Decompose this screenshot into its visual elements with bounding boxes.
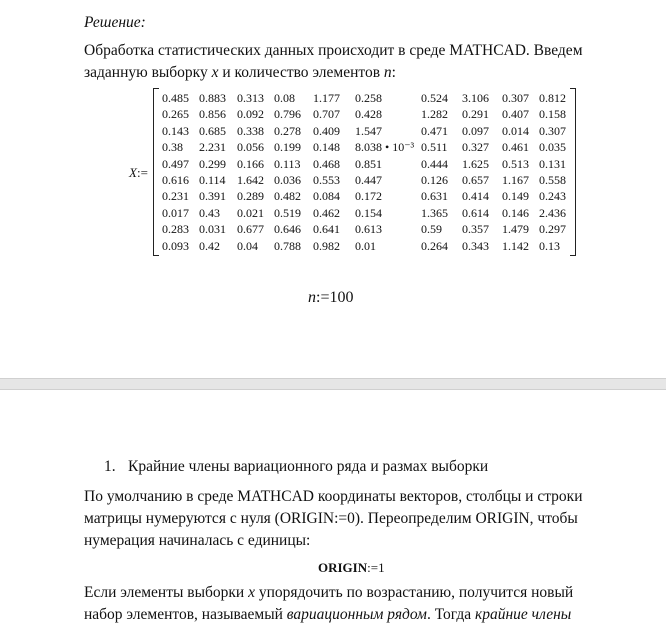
matrix-cell: 0.461 — [502, 140, 529, 155]
matrix-cell: 0.59 — [421, 222, 442, 237]
matrix-cell: 0.264 — [421, 238, 448, 253]
matrix-cell: 0.357 — [462, 222, 489, 237]
matrix-cell: 0.092 — [237, 107, 264, 122]
matrix-cell: 0.036 — [274, 173, 301, 187]
matrix-cell: 0.343 — [462, 238, 489, 253]
origin-paragraph: По умолчанию в среде MATHCAD координаты векторов, столбцы и строки матрицы нумеруются с нуля (ORIGIN:=0). Переопределим ORIGIN, чтобы нумерация начиналась с единицы: — [84, 488, 583, 549]
matrix-cell: 0.519 — [274, 205, 301, 220]
matrix-cell: 2.231 — [199, 140, 226, 155]
matrix-cell: 0.338 — [237, 123, 264, 138]
matrix-cell: 0.407 — [502, 107, 529, 122]
matrix-cell: 0.657 — [462, 173, 489, 187]
section-1-heading: 1. Крайние члены вариационного ряда и размах выборки — [104, 458, 489, 475]
matrix-cell: 0.017 — [162, 205, 189, 220]
matrix-cell: 0.812 — [539, 91, 566, 105]
matrix-cell: 0.131 — [539, 156, 566, 171]
matrix-cell: 0.38 — [162, 140, 183, 155]
matrix-cell: 0.307 — [502, 91, 529, 105]
matrix-cell: 0.558 — [539, 173, 566, 187]
matrix-cell: 0.42 — [199, 238, 220, 253]
matrix-cell: 0.199 — [274, 140, 301, 155]
matrix-cell: 0.471 — [421, 123, 448, 138]
matrix-cell: 1.282 — [421, 107, 448, 122]
matrix-cell: 0.685 — [199, 123, 226, 138]
matrix-left-bracket — [153, 88, 159, 256]
matrix-cell: 0.265 — [162, 107, 189, 122]
matrix-cell: 0.035 — [539, 140, 566, 155]
matrix-cell: 0.327 — [462, 140, 489, 155]
intro-line-2: заданную выборку x и количество элементов n: — [84, 64, 396, 81]
matrix-cell: 0.497 — [162, 156, 189, 171]
matrix-cell: 0.299 — [199, 156, 226, 171]
matrix-cell: 0.014 — [502, 123, 529, 138]
matrix-cell: 1.177 — [313, 91, 340, 105]
matrix-cell: 0.313 — [237, 91, 264, 105]
matrix-cell: 1.625 — [462, 156, 489, 171]
matrix-cell: 0.485 — [162, 91, 189, 105]
matrix-cell: 0.297 — [539, 222, 566, 237]
matrix-cell: 0.511 — [421, 140, 448, 155]
matrix-cell: 0.553 — [313, 173, 340, 187]
matrix-cell: 0.114 — [199, 173, 226, 187]
matrix-cell: 0.056 — [237, 140, 264, 155]
intro-line-1: Обработка статистических данных происходит в среде MATHCAD. Введем — [84, 42, 583, 59]
matrix-cell: 0.154 — [355, 205, 382, 220]
matrix-cell: 0.856 — [199, 107, 226, 122]
matrix-cell: 0.021 — [237, 205, 264, 220]
matrix-cell: 0.788 — [274, 238, 301, 253]
matrix-cell: 0.283 — [162, 222, 189, 237]
matrix-cell: 0.289 — [237, 189, 264, 204]
matrix-label: X:= — [129, 165, 148, 180]
matrix-cell: 0.614 — [462, 205, 489, 220]
matrix-cell: 0.01 — [355, 238, 376, 253]
matrix-cell: 0.513 — [502, 156, 529, 171]
matrix-cell: 0.084 — [313, 189, 340, 204]
matrix-cell: 0.291 — [462, 107, 489, 122]
variation-series-paragraph: Если элементы выборки x упорядочить по возрастанию, получится новый набор элементов, называемый вариационным рядом. Тогда крайние члены — [84, 584, 574, 623]
matrix-cell: 0.43 — [199, 205, 220, 220]
matrix-cell: 0.148 — [313, 140, 340, 155]
matrix-cell: 0.641 — [313, 222, 340, 237]
matrix-cell: 0.146 — [502, 205, 529, 220]
matrix-cell: 0.258 — [355, 91, 382, 105]
matrix-cell: 0.143 — [162, 123, 189, 138]
matrix-cell: 0.646 — [274, 222, 301, 237]
matrix-cell: 0.414 — [462, 189, 489, 204]
matrix-cell: 1.167 — [502, 173, 529, 187]
matrix-cell: 1.547 — [355, 123, 382, 138]
matrix-right-bracket — [570, 88, 576, 256]
matrix-cell: 0.278 — [274, 123, 301, 138]
matrix-cell: 0.613 — [355, 222, 382, 237]
matrix-cell: 0.631 — [421, 189, 448, 204]
matrix-cell: 0.468 — [313, 156, 340, 171]
matrix-cell: 0.447 — [355, 173, 382, 187]
matrix-cell: 0.391 — [199, 189, 226, 204]
matrix-cell: 0.524 — [421, 91, 448, 105]
matrix-cell: 0.428 — [355, 107, 382, 122]
matrix-cell: 0.166 — [237, 156, 264, 171]
matrix-cell: 0.231 — [162, 189, 189, 204]
var-x: x — [211, 64, 219, 81]
matrix-cell: 0.126 — [421, 173, 448, 187]
origin-assignment: ORIGIN:=1 — [318, 560, 385, 575]
matrix-cell: 0.796 — [274, 107, 301, 122]
matrix-cell: 0.982 — [313, 238, 340, 253]
matrix-cell: 0.243 — [539, 189, 566, 204]
matrix-cell: 1.142 — [502, 238, 529, 253]
matrix-cell: 0.093 — [162, 238, 189, 253]
n-assignment: n:=100 — [308, 289, 354, 306]
matrix-cell: 8.038 • 10⁻³ — [355, 140, 415, 155]
matrix-cell: 0.707 — [313, 107, 340, 122]
matrix-cell: 0.883 — [199, 91, 226, 105]
data-matrix — [153, 88, 576, 256]
matrix-cell: 1.365 — [421, 205, 448, 220]
matrix-cell: 0.158 — [539, 107, 566, 122]
matrix-cell: 1.642 — [237, 173, 264, 187]
matrix-cell: 1.479 — [502, 222, 529, 237]
matrix-cell: 3.106 — [462, 91, 489, 105]
matrix-cell: 0.616 — [162, 173, 189, 187]
matrix-cell: 0.307 — [539, 123, 566, 138]
var-n: n — [383, 64, 392, 81]
intro-paragraph — [84, 40, 625, 84]
solution-heading: Решение: — [84, 14, 146, 31]
matrix-cell: 0.031 — [199, 222, 226, 237]
matrix-cell: 0.08 — [274, 91, 295, 105]
matrix-cell: 0.409 — [313, 123, 340, 138]
page-break — [0, 378, 666, 390]
matrix-cell: 0.113 — [274, 156, 301, 171]
matrix-cell: 0.13 — [539, 238, 560, 253]
matrix-cell: 0.172 — [355, 189, 382, 204]
matrix-cell: 0.677 — [237, 222, 264, 237]
matrix-cell: 2.436 — [539, 205, 566, 220]
matrix-cell: 0.097 — [462, 123, 489, 138]
matrix-cell: 0.04 — [237, 238, 258, 253]
matrix-cell: 0.851 — [355, 156, 382, 171]
matrix-cell: 0.482 — [274, 189, 301, 204]
matrix-cell: 0.444 — [421, 156, 448, 171]
matrix-cell: 0.462 — [313, 205, 340, 220]
matrix-cell: 0.149 — [502, 189, 529, 204]
